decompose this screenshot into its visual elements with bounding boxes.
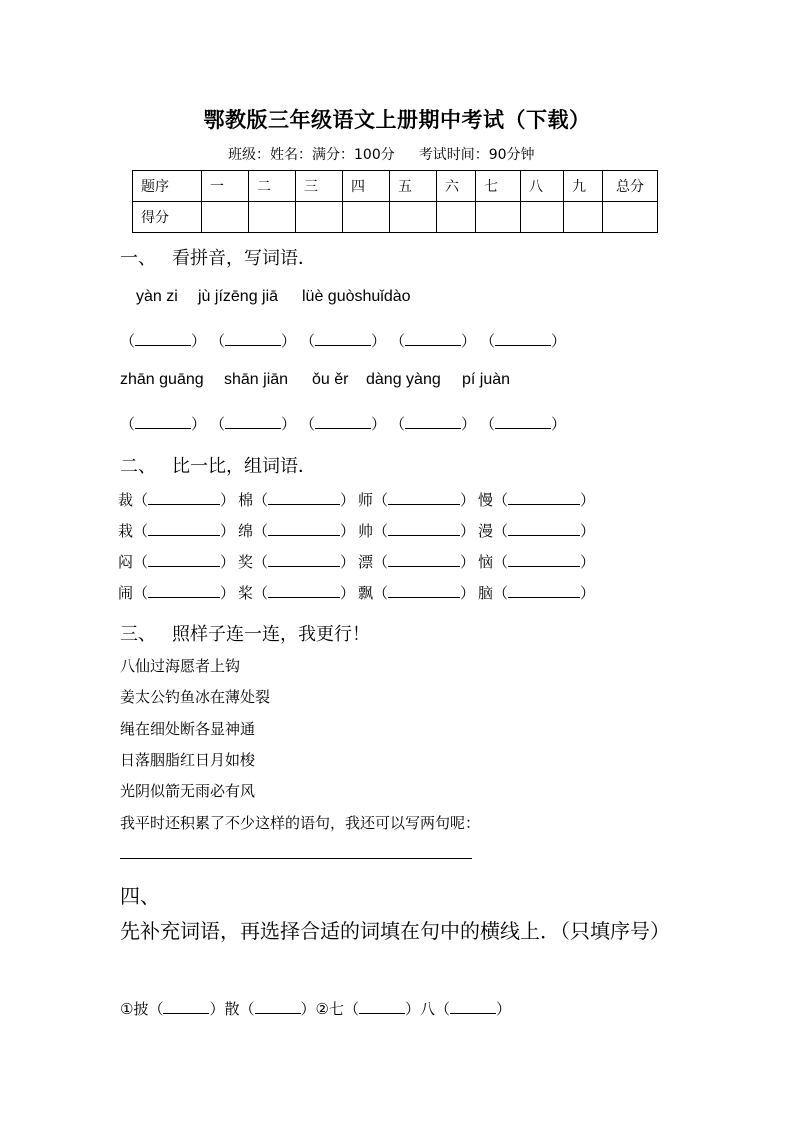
match-line: 姜太公钓鱼冰在薄处裂 bbox=[120, 688, 271, 706]
score-header-cell: 三 bbox=[296, 171, 343, 202]
score-cell[interactable] bbox=[296, 202, 343, 233]
score-table-header-row bbox=[133, 171, 658, 202]
char-blank[interactable]: 闷（ ） bbox=[118, 553, 236, 571]
char-compare-row bbox=[118, 551, 598, 572]
score-header-cell: 六 bbox=[437, 171, 476, 202]
char-compare-row bbox=[118, 582, 598, 603]
section2-heading bbox=[120, 452, 316, 478]
char-blank[interactable]: 闹（ ） bbox=[118, 584, 236, 602]
score-header-cell: 七 bbox=[476, 171, 521, 202]
char-blank[interactable]: 脑（ ） bbox=[478, 584, 596, 602]
blank-answer[interactable]: （ ） bbox=[210, 415, 297, 433]
match-line: 日落胭脂红日月如梭 bbox=[120, 751, 256, 769]
blank-row bbox=[120, 413, 570, 434]
score-header-cell: 题序 bbox=[133, 171, 202, 202]
score-cell[interactable] bbox=[437, 202, 476, 233]
score-header-cell: 四 bbox=[343, 171, 390, 202]
section3-heading bbox=[120, 620, 370, 646]
char-blank[interactable]: 栽（ ） bbox=[118, 522, 236, 540]
score-header-cell: 九 bbox=[564, 171, 603, 202]
fill-item[interactable]: ②七（ ）八（ ） bbox=[315, 1000, 512, 1018]
score-header-cell: 五 bbox=[390, 171, 437, 202]
char-blank[interactable]: 奖（ ） bbox=[238, 553, 356, 571]
pinyin-item: pí juàn bbox=[462, 371, 511, 388]
score-cell[interactable] bbox=[390, 202, 437, 233]
score-cell[interactable] bbox=[343, 202, 390, 233]
exam-time-label: 考试时间：90分钟 bbox=[418, 147, 535, 163]
char-blank[interactable]: 师（ ） bbox=[358, 491, 476, 509]
section1-number: 一、 bbox=[120, 248, 156, 269]
score-header-cell: 一 bbox=[202, 171, 249, 202]
char-compare-row bbox=[118, 520, 598, 541]
char-blank[interactable]: 漂（ ） bbox=[358, 553, 476, 571]
section2-instruction: 比一比，组词语． bbox=[172, 456, 316, 477]
blank-answer[interactable]: （ ） bbox=[210, 332, 297, 350]
section4-instruction: 先补充词语，再选择合适的词填在句中的横线上．（只填序号） bbox=[120, 919, 670, 943]
blank-answer[interactable]: （ ） bbox=[480, 332, 567, 350]
section1-instruction: 看拼音，写词语． bbox=[172, 248, 316, 269]
score-table bbox=[132, 170, 658, 233]
blank-row bbox=[120, 330, 570, 351]
answer-line[interactable] bbox=[120, 858, 472, 859]
char-blank[interactable]: 帅（ ） bbox=[358, 522, 476, 540]
score-header-cell: 八 bbox=[521, 171, 564, 202]
pinyin-item: shān jiān bbox=[224, 371, 289, 388]
extra-sentence-prompt: 我平时还积累了不少这样的语句，我还可以写两句呢： bbox=[120, 814, 481, 832]
char-blank[interactable]: 棉（ ） bbox=[238, 491, 356, 509]
char-blank[interactable]: 绵（ ） bbox=[238, 522, 356, 540]
match-line: 八仙过海愿者上钩 bbox=[120, 657, 241, 675]
exam-info-line bbox=[228, 144, 535, 164]
score-cell[interactable] bbox=[249, 202, 296, 233]
score-cell[interactable] bbox=[564, 202, 603, 233]
blank-answer[interactable]: （ ） bbox=[120, 332, 207, 350]
char-compare-row bbox=[118, 489, 598, 510]
section1-heading bbox=[120, 244, 316, 270]
char-blank[interactable]: 慢（ ） bbox=[478, 491, 596, 509]
score-header-cell: 二 bbox=[249, 171, 296, 202]
blank-answer[interactable]: （ ） bbox=[480, 415, 567, 433]
char-blank[interactable]: 裁（ ） bbox=[118, 491, 236, 509]
fill-row bbox=[120, 998, 511, 1019]
blank-answer[interactable]: （ ） bbox=[390, 332, 477, 350]
pinyin-item: yàn zi bbox=[136, 288, 178, 305]
section4-number: 四、 bbox=[120, 884, 160, 908]
section3-instruction: 照样子连一连，我更行！ bbox=[172, 624, 370, 645]
blank-answer[interactable]: （ ） bbox=[120, 415, 207, 433]
match-line: 光阴似箭无雨必有风 bbox=[120, 782, 256, 800]
page-title: 鄂教版三年级语文上册期中考试（下载） bbox=[203, 107, 591, 132]
score-row-label: 得分 bbox=[133, 202, 202, 233]
score-header-cell: 总分 bbox=[603, 171, 658, 202]
blank-answer[interactable]: （ ） bbox=[300, 415, 387, 433]
student-info-label: 班级：姓名：满分：100分 bbox=[228, 147, 395, 163]
fill-item[interactable]: ①披（ ）散（ ） bbox=[120, 1000, 316, 1018]
pinyin-item: ǒu ěr bbox=[312, 371, 349, 388]
section3-number: 三、 bbox=[120, 624, 156, 645]
score-cell[interactable] bbox=[202, 202, 249, 233]
char-blank[interactable]: 漫（ ） bbox=[478, 522, 596, 540]
section2-number: 二、 bbox=[120, 456, 156, 477]
pinyin-item: jù jízēng jiā bbox=[198, 288, 279, 305]
match-line: 绳在细处断各显神通 bbox=[120, 720, 256, 738]
pinyin-item: dàng yàng bbox=[366, 371, 441, 388]
blank-answer[interactable]: （ ） bbox=[300, 332, 387, 350]
pinyin-item: lüè guòshuǐdào bbox=[302, 288, 411, 305]
score-cell[interactable] bbox=[603, 202, 658, 233]
score-cell[interactable] bbox=[476, 202, 521, 233]
char-blank[interactable]: 恼（ ） bbox=[478, 553, 596, 571]
score-table-score-row bbox=[133, 202, 658, 233]
blank-answer[interactable]: （ ） bbox=[390, 415, 477, 433]
score-cell[interactable] bbox=[521, 202, 564, 233]
char-blank[interactable]: 飘（ ） bbox=[358, 584, 476, 602]
char-blank[interactable]: 桨（ ） bbox=[238, 584, 356, 602]
pinyin-item: zhān guāng bbox=[120, 371, 204, 388]
